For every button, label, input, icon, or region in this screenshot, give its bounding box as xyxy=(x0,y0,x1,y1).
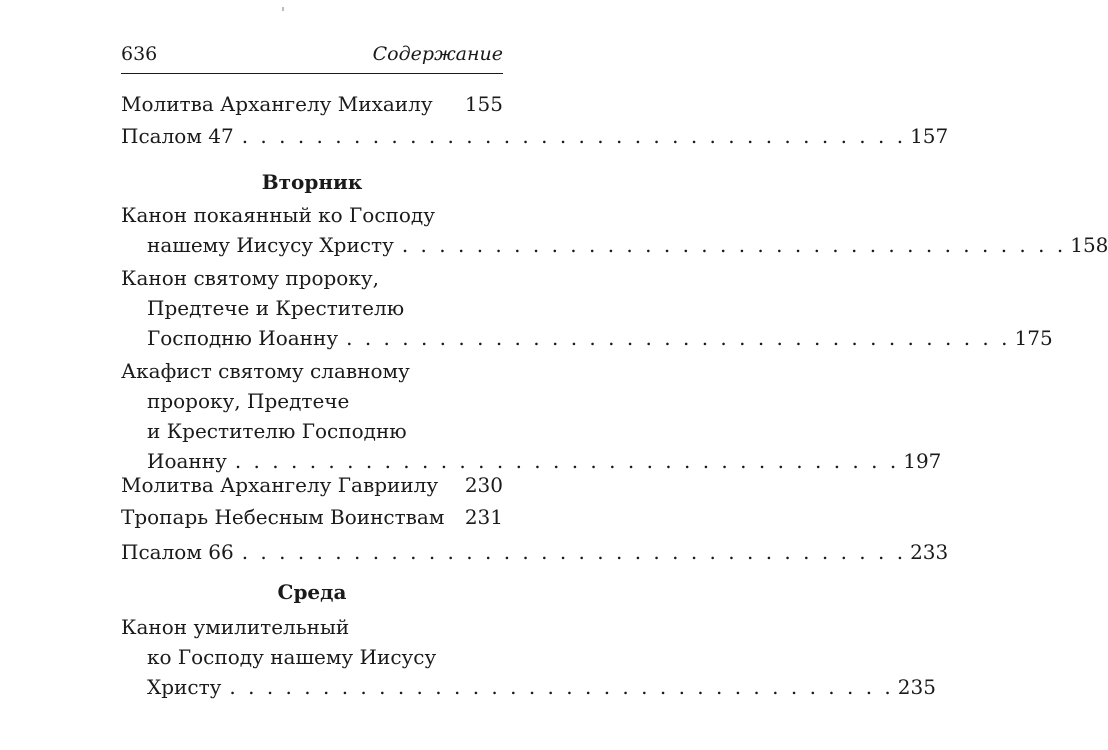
running-header xyxy=(121,43,503,73)
toc-entry xyxy=(121,89,503,119)
toc-entry xyxy=(121,612,936,702)
toc-entry-title: Молитва Архангелу Михаилу xyxy=(121,92,433,116)
toc-entry-last-line xyxy=(121,121,949,151)
toc-entry-last-line xyxy=(121,89,503,119)
toc-page-number: 155 xyxy=(464,92,503,116)
toc-page-number: 175 xyxy=(1014,326,1053,350)
toc-entry xyxy=(121,200,1108,260)
page-number: 636 xyxy=(121,43,158,65)
toc-entry-title: Акафист святому славному xyxy=(121,359,410,383)
toc-entry-title: нашему Иисусу Христу xyxy=(147,233,394,257)
toc-entry xyxy=(121,263,1053,353)
toc-entry-title: Псалом 66 xyxy=(121,540,234,564)
toc-page-number: 231 xyxy=(464,505,503,529)
toc-entry-last-line xyxy=(121,537,949,567)
toc-entry-last-line xyxy=(121,470,503,500)
toc-entry xyxy=(121,356,942,476)
toc-entry-last-line xyxy=(121,672,936,702)
print-speck xyxy=(282,7,284,11)
section-title: Содержание xyxy=(372,43,503,65)
toc-entry-title: Канон умилительный xyxy=(121,615,350,639)
toc-entry-title: Канон святому пророку, xyxy=(121,266,379,290)
toc-page-number: 157 xyxy=(910,124,949,148)
toc-entry-last-line xyxy=(121,230,1108,260)
toc-entry-title: Молитва Архангелу Гавриилу xyxy=(121,473,439,497)
day-heading: Вторник xyxy=(261,170,363,194)
toc-entry-title: пророку, Предтече xyxy=(147,389,350,413)
toc-entry-title: Псалом 47 xyxy=(121,124,234,148)
toc-page-number: 235 xyxy=(897,675,936,699)
toc-entry-title: Канон покаянный ко Господу xyxy=(121,203,435,227)
dot-leader: . . . . . . . . . . . . . . . . . . . . . . . . . . . . . . . . . . . . xyxy=(241,124,907,148)
toc-entry-title: Тропарь Небесным Воинствам xyxy=(121,505,445,529)
toc-entry-last-line xyxy=(121,502,503,532)
toc-entry xyxy=(121,470,503,500)
dot-leader: . . . . . . . . . . . . . . . . . . . . . . . . . . . . . . . . . . . . xyxy=(241,540,907,564)
toc-page-number: 197 xyxy=(903,449,942,473)
day-heading: Среда xyxy=(277,580,347,604)
dot-leader: . . . . . . . . . . . . . . . . . . . . . . . . . . . . . . . . . . . . xyxy=(229,675,894,699)
dot-leader: . . . . . . . . . . . . . . . . . . . . . . . . . . . . . . . . . . . . xyxy=(401,233,1067,257)
toc-entry xyxy=(121,502,503,532)
toc-entry-title: ко Господу нашему Иисусу xyxy=(147,645,437,669)
toc-entry-title: Иоанну xyxy=(147,449,227,473)
toc-entry xyxy=(121,121,949,151)
toc-page-number: 233 xyxy=(910,540,949,564)
toc-entry-title: Господню Иоанну xyxy=(147,326,339,350)
dot-leader: . . . . . . . . . . . . . . . . . . . . . . . . . . . . . . . . . . . . xyxy=(346,326,1011,350)
toc-entry-title: и Крестителю Господню xyxy=(147,419,407,443)
toc-entry-title: Предтече и Крестителю xyxy=(147,296,405,320)
toc-entry xyxy=(121,537,949,567)
header-rule xyxy=(121,73,503,74)
dot-leader: . . . . . . . . . . . . . . . . . . . . . . . . . . . . . . . . . . . . xyxy=(234,449,900,473)
toc-page-number: 158 xyxy=(1070,233,1108,257)
toc-entry-last-line xyxy=(121,323,1053,353)
toc-entry-title: Христу xyxy=(147,675,222,699)
toc-page-number: 230 xyxy=(464,473,503,497)
